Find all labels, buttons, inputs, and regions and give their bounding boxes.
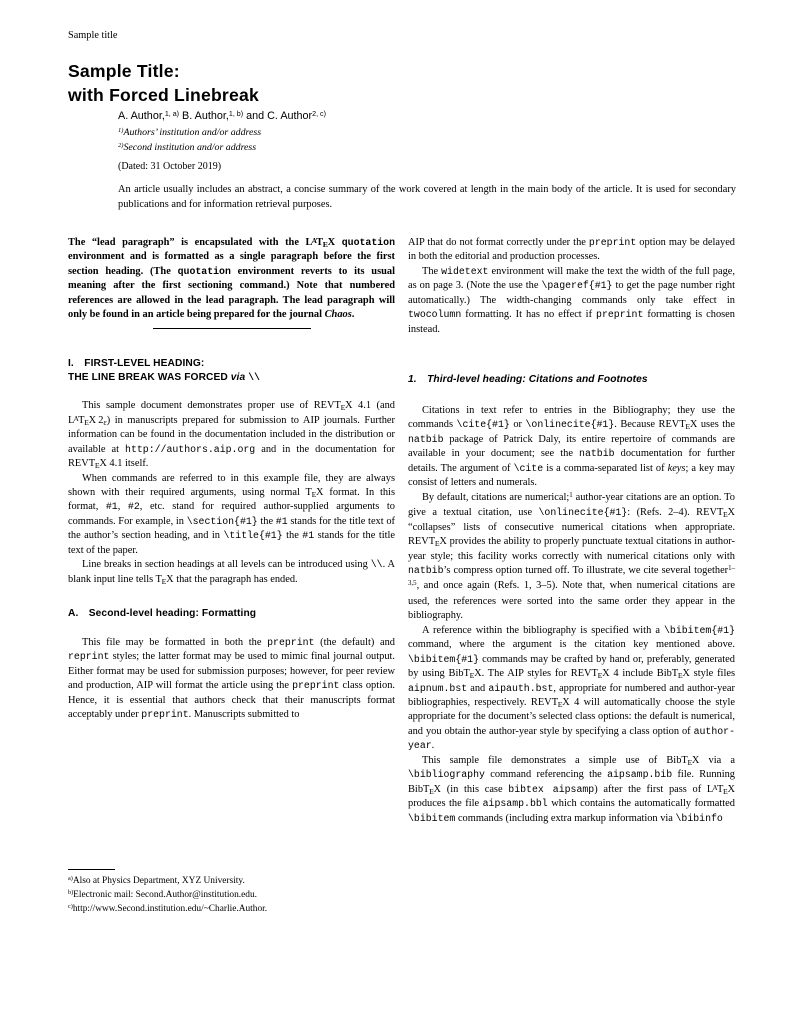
lead-paragraph: The “lead paragraph” is encapsulated with the LATEX quotation environment and is formatted as a single paragraph before the first section heading. (The quotation environment reverts to its usual meaning after the first sectioning command.) Note that numbered references are allowed in the lead paragraph. The lead paragraph will only be found in an article being prepared for the journal Chaos. <box>68 237 395 321</box>
affiliation-1: $^{1)}$Authors’ institution and/or address <box>118 127 262 138</box>
paragraph: By default, citations are numerical;$^1$ author-year citations are an option. To give a textual citation, use \onlinecite{#1}: (Refs. 2–4). REVTEX “collapses” lists of consecutive numerical citations when appropriate. REVTEX provides the ability to properly punctuate textual citations in author-year style; this facility works correctly with numerical citations only with natbib’s compress option turned off. To illustrate, we cite several together$^{1-3,5}$, and once again (Refs. 1, 3–5). Note that, when numerical citations are used, the references were sorted into the same order they appear in the bibliography. <box>408 491 735 622</box>
paragraph: This sample file demonstrates a simple use of BibTEX via a \bibliography command referencing the aipsamp.bib file. Running BibTEX (in this case bibtex aipsamp) after the first pass of LATEX produces the file aipsamp.bbl which contains the automatically formatted \bibitem commands (including extra markup information via \bibinfo <box>408 754 736 824</box>
section-heading-line-2: THE LINE BREAK WAS FORCED via \\ <box>68 371 260 383</box>
author-list: A. Author,$^{1, a)}$ B. Author,$^{1, b)}$ and C. Author$^{2, c)}$ <box>118 109 326 122</box>
paragraph: Line breaks in section headings at all levels can be introduced using \\. A blank input line tells TEX that the paragraph has ended. <box>68 559 395 586</box>
paragraph: AIP that do not format correctly under the preprint option may be delayed in both the editorial and production processes. <box>408 237 735 263</box>
article-title-line-1: Sample Title: <box>68 61 180 81</box>
affiliations <box>118 126 261 155</box>
paragraph: This file may be formatted in both the preprint (the default) and reprint styles; the latter format may be used to mimic final journal output. Either format may be used for submission purposes; however, for peer review and production, AIP will format the article using the preprint class option. Hence, it is essential that authors check that their manuscripts format acceptably under preprint. Manuscripts submitted to <box>68 637 396 721</box>
footnotes-block <box>68 869 395 917</box>
footnote-b: $^{b)}$Electronic mail: Second.Author@institution.edu. <box>68 889 258 900</box>
paragraph: Citations in text refer to entries in the Bibliography; they use the commands \cite{#1} or \onlinecite{#1}. Because REVTEX uses the natbib package of Patrick Daly, its entire repertoire of commands are available in your document; see the natbib documentation for further details. The argument of \cite is a comma-separated list of keys; a key may consist of letters and numerals. <box>408 404 735 489</box>
article-title-line-2: with Forced Linebreak <box>68 85 259 105</box>
footnote-rule <box>68 869 115 870</box>
paragraph: When commands are referred to in this example file, they are always shown with their required arguments, using normal TEX format. In this format, #1, #2, etc. stand for required author-supplied arguments to commands. For example, in \section{#1} the #1 stands for the title text of the author’s section heading, and in \title{#1} the #1 stands for the title text of the paper. <box>68 472 395 556</box>
paragraph: The widetext environment will make the text the width of the full page, as on page 3. (Note the use the \pageref{#1} to get the page number right automatically.) The width-changing commands only take effect in twocolumn formatting. It has no effect if preprint formatting is chosen instead. <box>408 265 735 335</box>
footnote-a: $^{a)}$Also at Physics Department, XYZ University. <box>68 875 245 886</box>
section-heading-line-1: I. FIRST-LEVEL HEADING: <box>68 357 205 369</box>
running-head: Sample title <box>68 30 118 41</box>
affiliation-2: $^{2)}$Second institution and/or address <box>118 141 257 153</box>
section-divider-rule <box>153 328 311 329</box>
column-left <box>68 236 395 723</box>
paragraph: This sample document demonstrates proper use of REVTEX 4.1 (and LATEX 2ε) in manuscripts prepared for submission to AIP journals. Further information can be found in the documentation included in the distribution or available at http://authors.aip.org and in the documentation for REVTEX 4.1 itself. <box>68 400 395 471</box>
column-right <box>408 236 735 826</box>
subsection-heading-formatting: A. Second-level heading: Formatting <box>68 608 257 620</box>
paragraph: A reference within the bibliography is specified with a \bibitem{#1} command, where the argument is the citation key mentioned above. \bibitem{#1} commands may be crafted by hand or, preferably, generated by using BibTEX. The AIP styles for REVTEX 4 include BibTEX style files aipnum.bst and aipauth.bst, appropriate for numbered and author-year bibliographies, respectively. REVTEX 4 will automatically choose the style appropriate for the document’s selected class options: the default is numerical, and you obtain the author-year style by specifying a class option of author-year. <box>408 624 735 752</box>
abstract-text: An article usually includes an abstract, a concise summary of the work covered at length in the main body of the article. It is used for secondary publications and for information retrieval purposes. <box>118 184 736 210</box>
footnote-c: $^{c)}$http://www.Second.institution.edu/~Charlie.Author. <box>68 903 268 914</box>
article-title <box>68 59 259 107</box>
subsubsection-heading-citations: 1. Third-level heading: Citations and Footnotes <box>408 374 648 386</box>
date-line: (Dated: 31 October 2019) <box>118 161 222 172</box>
section-heading-first-level <box>68 357 395 385</box>
